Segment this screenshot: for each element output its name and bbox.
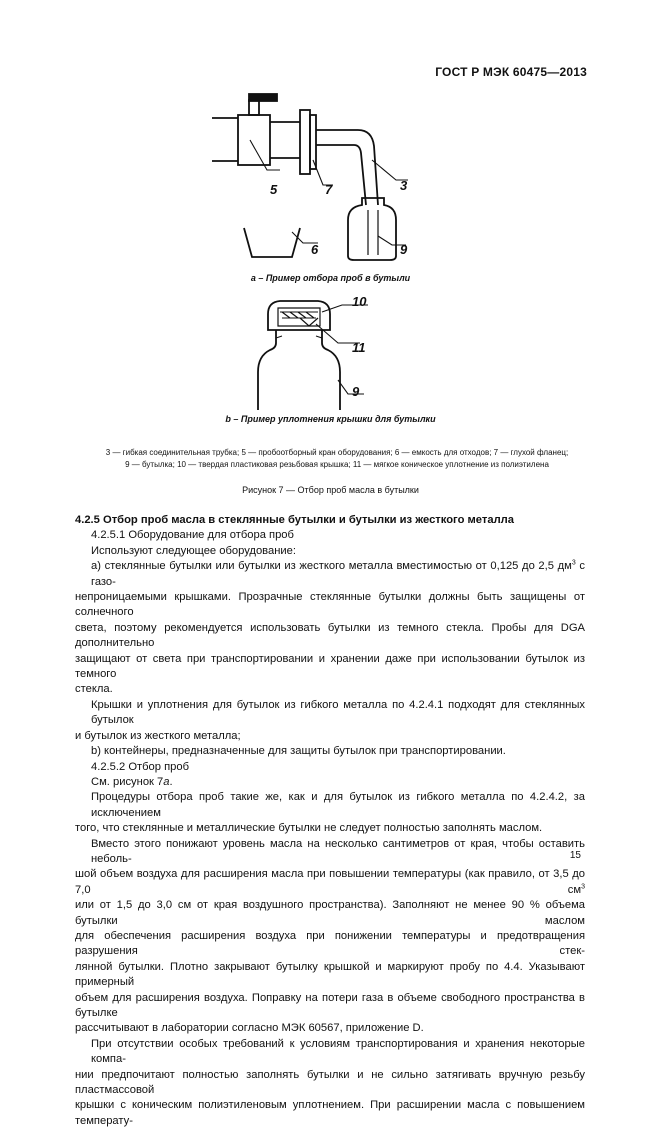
- label-3: 3: [400, 178, 408, 193]
- valve-stem: [249, 100, 259, 115]
- para: Процедуры отбора проб такие же, как и для бутылок из гибкого металла по 4.2.4.2, за исключением: [91, 791, 585, 819]
- para: лянной бутылки. Плотно закрывают бутылку крышкой и маркируют пробу по 4.4. Указывают примерный: [75, 960, 585, 989]
- figure-title: Рисунок 7 — Отбор проб масла в бутылки: [242, 485, 419, 495]
- section-body: [75, 513, 585, 1129]
- para: света, поэтому рекомендуется использовать бутылки из темного стекла. Пробы для DGA дополнительно: [75, 621, 585, 650]
- para: крышки с коническим полиэтиленовым уплотнением. При расширении масла с повышением температу-: [75, 1099, 585, 1127]
- para: защищают от света при транспортировании и хранении даже при использовании бутылок из темного: [75, 652, 585, 681]
- bottle-b: [258, 330, 340, 410]
- page-number: 15: [569, 850, 581, 861]
- para: Крышки и уплотнения для бутылок из гибкого металла по 4.2.4.1 подходят для стеклянных бутылок: [91, 698, 585, 727]
- para: нии предпочитают полностью заполнять бутылки и не сильно затягивать вручную резьбу пластмассовой: [75, 1068, 585, 1097]
- figure-7-drawing: [0, 0, 661, 440]
- conical-seal: [300, 318, 318, 326]
- label-5: 5: [270, 182, 278, 197]
- label-9a: 9: [400, 242, 408, 257]
- para: b) контейнеры, предназначенные для защиты бутылок при транспортировании.: [91, 745, 506, 758]
- waste-container: [244, 228, 300, 257]
- para: Вместо этого понижают уровень масла на несколько сантиметров от края, чтобы оставить неболь-: [91, 837, 585, 865]
- label-11: 11: [352, 340, 366, 355]
- valve-body: [238, 115, 270, 165]
- subsection-4-2-5-1: 4.2.5.1 Оборудование для отбора проб: [91, 529, 294, 542]
- para: a) стеклянные бутылки или бутылки из жесткого металла вместимостью от 0,125 до 2,5 $дм^3$ с газо-: [91, 559, 586, 588]
- label-6: 6: [311, 242, 319, 257]
- section-heading: 4.2.5 Отбор проб масла в стеклянные бутылки и бутылки из жесткого металла: [75, 514, 514, 526]
- para: рассчитывают в лаборатории согласно МЭК 60567, приложение D.: [75, 1022, 424, 1035]
- bottle-a: [348, 198, 396, 260]
- para: См. рисунок 7а.: [91, 775, 173, 788]
- para: При отсутствии особых требований к условиям транспортирования и хранения некоторые компа-: [91, 1037, 585, 1066]
- label-10: 10: [352, 294, 367, 309]
- para: шой объем воздуха для расширения масла при повышении температуры (как правило, от 3,5 до 7,0 $см^3$: [75, 868, 585, 896]
- caption-b: b – Пример уплотнения крышки для бутылки: [225, 414, 436, 424]
- para: объем для расширения воздуха. Поправку на потери газа в объеме свободного пространства в бутылке: [75, 991, 585, 1019]
- para: или от 1,5 до 3,0 см от края воздушного пространства). Заполняют не менее 90 % объема бутылки маслом: [75, 899, 585, 927]
- subsection-4-2-5-2: 4.2.5.2 Отбор проб: [91, 760, 190, 773]
- blind-flange: [300, 110, 310, 174]
- document-header: ГОСТ Р МЭК 60475—2013: [435, 65, 587, 79]
- para: непроницаемыми крышками. Прозрачные стеклянные бутылки должны быть защищены от солнечного: [75, 591, 585, 619]
- valve-handle: [249, 94, 277, 101]
- legend-line-2: 9 — бутылка; 10 — твердая пластиковая резьбовая крышка; 11 — мягкое коническое уплотнение из полиэтилена: [125, 460, 549, 469]
- label-7: 7: [325, 182, 333, 197]
- para: и бутылок из жесткого металла;: [75, 729, 241, 742]
- para: Используют следующее оборудование:: [91, 544, 296, 557]
- pipe-outline: [212, 118, 238, 161]
- para: того, что стеклянные и металлические бутылки не следует полностью заполнять маслом.: [75, 822, 543, 835]
- legend-line-1: 3 — гибкая соединительная трубка; 5 — пробоотборный кран оборудования; 6 — емкость для отходов; 7 — глухой фланец;: [105, 448, 569, 457]
- caption-a: а – Пример отбора проб в бутыли: [250, 273, 411, 283]
- para: стекла.: [75, 683, 113, 696]
- label-9b: 9: [352, 384, 360, 399]
- para: для обеспечения расширения воздуха при понижении температуры и предотвращения разрушения стек-: [75, 929, 585, 958]
